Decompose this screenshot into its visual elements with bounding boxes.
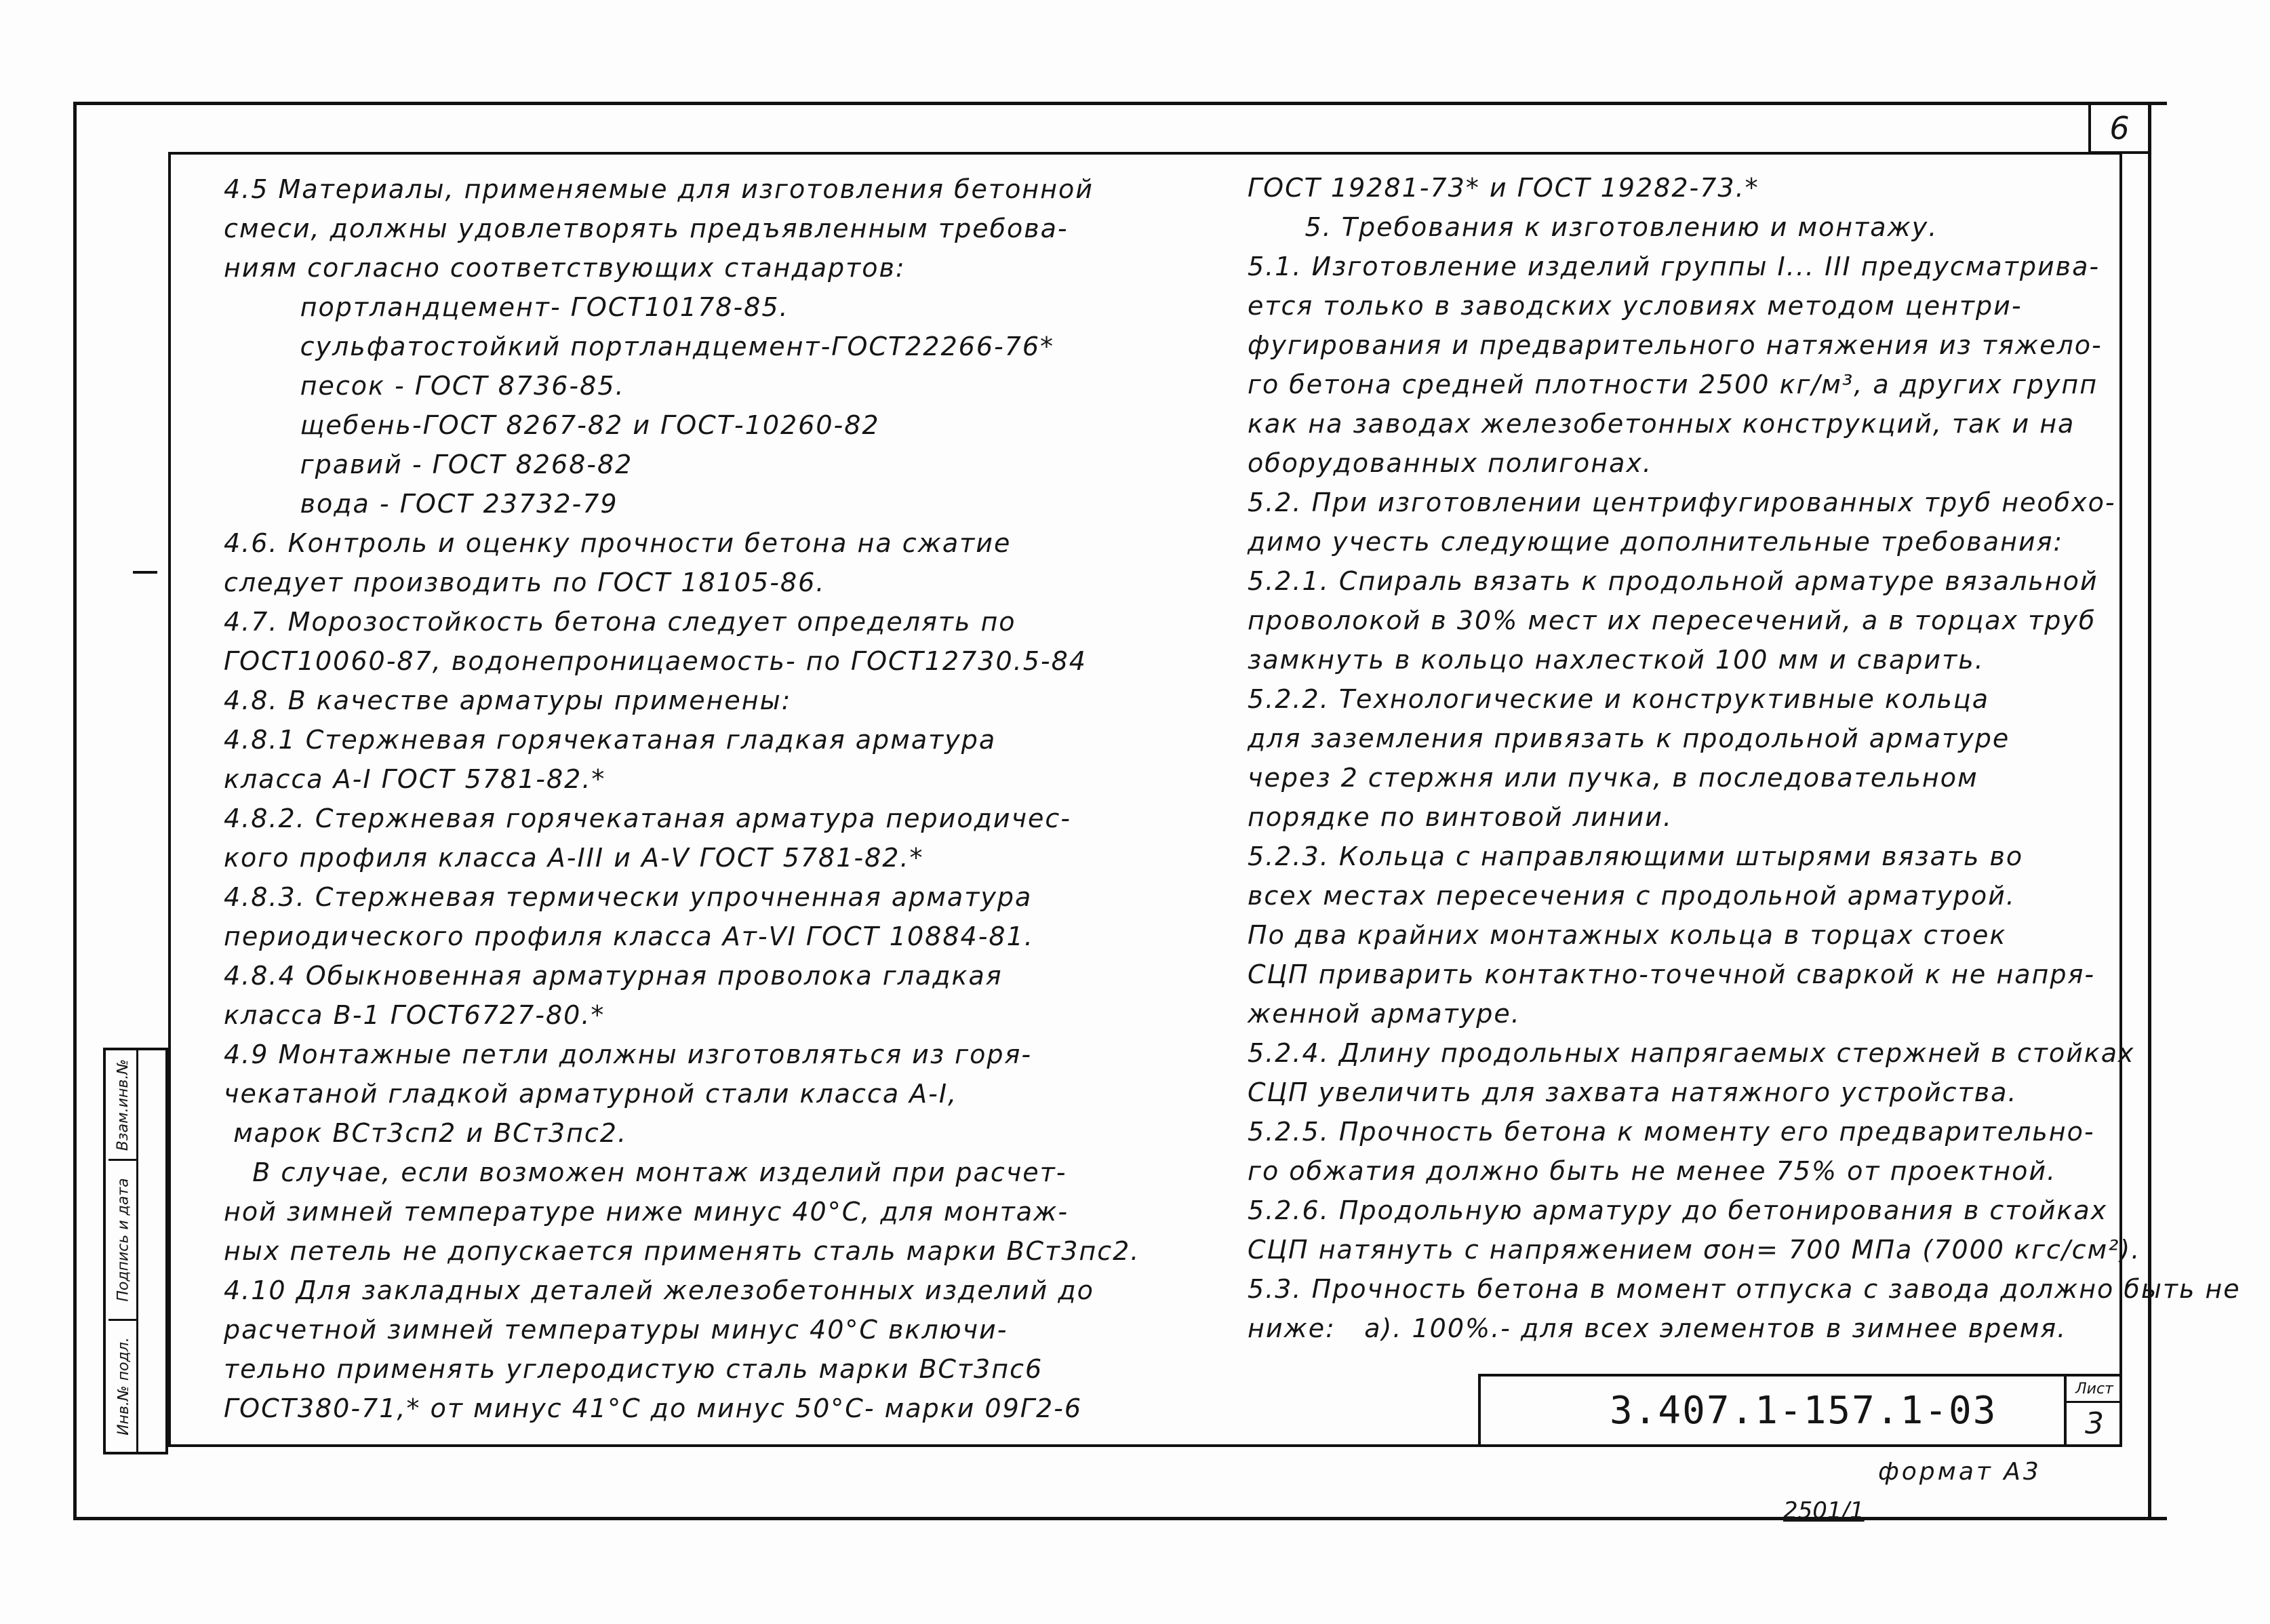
margin-tick-mark bbox=[133, 571, 157, 574]
right-text-line: женной арматуре. bbox=[1248, 999, 1521, 1029]
left-text-line: сульфатостойкий портландцемент-ГОСТ22266-76* bbox=[224, 332, 1055, 361]
left-text-line: гравий - ГОСТ 8268-82 bbox=[224, 450, 633, 479]
left-text-line: класса В-1 ГОСТ6727-80.* bbox=[224, 1000, 605, 1030]
right-text-line: ниже: а). 100%.- для всех элементов в зимнее время. bbox=[1248, 1313, 2067, 1343]
right-text-line: фугирования и предварительного натяжения из тяжело- bbox=[1248, 330, 2103, 360]
right-text-line: для заземления привязать к продольной арматуре bbox=[1248, 724, 2010, 753]
document-code: 3.407.1-157.1-03 bbox=[1610, 1389, 1997, 1433]
side-stamp-replace-inv: Взам.инв.№ bbox=[115, 1058, 132, 1151]
right-text-line: го бетона средней плотности 2500 кг/м³, а других групп bbox=[1248, 370, 2098, 399]
right-text-line: 5.1. Изготовление изделий группы I... III предусматрива- bbox=[1248, 252, 2100, 281]
right-text-column bbox=[1248, 168, 2241, 1348]
left-text-line: ной зимней температуре ниже минус 40°С, для монтаж- bbox=[224, 1197, 1069, 1227]
side-stamp-sign-date: Подпись и дата bbox=[108, 1159, 138, 1319]
left-text-line: расчетной зимней температуры минус 40°С включи- bbox=[224, 1315, 1008, 1345]
left-text-line: портландцемент- ГОСТ10178-85. bbox=[224, 292, 789, 322]
right-text-line: го обжатия должно быть не менее 75% от проектной. bbox=[1248, 1156, 2057, 1186]
right-text-line: ГОСТ 19281-73* и ГОСТ 19282-73.* bbox=[1248, 173, 1759, 203]
right-text-line: По два крайних монтажных кольца в торцах стоек bbox=[1248, 920, 2007, 950]
left-text-line: 4.8.4 Обыкновенная арматурная проволока гладкая bbox=[224, 961, 1003, 991]
format-label: формат А3 bbox=[1878, 1458, 2042, 1486]
top-border-line bbox=[76, 102, 2157, 105]
left-text-line: кого профиля класса А-III и А-V ГОСТ 5781-82.* bbox=[224, 843, 924, 873]
right-text-line: 5.2.6. Продольную арматуру до бетонирования в стойках bbox=[1248, 1195, 2108, 1225]
left-text-line: 4.5 Материалы, применяемые для изготовления бетонной bbox=[224, 174, 1094, 204]
side-stamp-inv-orig: Инв.№ подл. bbox=[108, 1319, 138, 1452]
title-block bbox=[1478, 1374, 2122, 1447]
sheet-label: Лист bbox=[2067, 1378, 2122, 1403]
left-text-line: В случае, если возможен монтаж изделий при расчет- bbox=[224, 1157, 1067, 1187]
side-stamp-table bbox=[103, 1048, 168, 1454]
left-text-line: 4.8.1 Стержневая горячекатаная гладкая арматура bbox=[224, 725, 997, 755]
left-text-line: класса А-I ГОСТ 5781-82.* bbox=[224, 764, 606, 794]
left-text-line: периодического профиля класса Ат-VI ГОСТ 10884-81. bbox=[224, 922, 1034, 951]
left-text-line: песок - ГОСТ 8736-85. bbox=[224, 371, 625, 401]
right-text-line: ется только в заводских условиях методом центри- bbox=[1248, 291, 2023, 321]
left-text-line: 4.10 Для закладных деталей железобетонных изделий до bbox=[224, 1275, 1094, 1305]
left-text-line: ных петель не допускается применять сталь марки ВСт3пс2. bbox=[224, 1236, 1140, 1266]
sheet-number-box bbox=[2088, 105, 2148, 154]
left-text-line: следует производить по ГОСТ 18105-86. bbox=[224, 568, 826, 597]
inventory-number: 2501/1 bbox=[1783, 1497, 1865, 1524]
right-text-line: СЦП натянуть с напряжением σон= 700 МПа (7000 кгс/см²). bbox=[1248, 1235, 2141, 1265]
right-text-line: всех местах пересечения с продольной арматурой. bbox=[1248, 881, 2016, 911]
left-text-line: 4.7. Морозостойкость бетона следует определять по bbox=[224, 607, 1016, 637]
right-text-line: 5.2.2. Технологические и конструктивные кольца bbox=[1248, 684, 1990, 714]
right-text-line: 5.3. Прочность бетона в момент отпуска с завода должно быть не bbox=[1248, 1274, 2241, 1304]
right-text-line: как на заводах железобетонных конструкций, так и на bbox=[1248, 409, 2075, 439]
right-text-line: проволокой в 30% мест их пересечений, а в торцах труб bbox=[1248, 606, 2096, 635]
left-text-line: ниям согласно соответствующих стандартов: bbox=[224, 253, 906, 283]
right-text-line: оборудованных полигонах. bbox=[1248, 448, 1652, 478]
left-text-line: щебень-ГОСТ 8267-82 и ГОСТ-10260-82 bbox=[224, 410, 880, 440]
left-text-line: 4.6. Контроль и оценку прочности бетона на сжатие bbox=[224, 528, 1012, 558]
left-text-line: чекатаной гладкой арматурной стали класса А-I, bbox=[224, 1079, 958, 1109]
right-text-line: 5.2.4. Длину продольных напрягаемых стержней в стойках bbox=[1248, 1038, 2135, 1068]
right-text-line: 5.2. При изготовлении центрифугированных труб необхо- bbox=[1248, 488, 2116, 517]
left-text-line: марок ВСт3сп2 и ВСт3пс2. bbox=[224, 1118, 628, 1148]
left-text-line: 4.9 Монтажные петли должны изготовляться из горя- bbox=[224, 1039, 1033, 1069]
left-text-line: тельно применять углеродистую сталь марки ВСт3пс6 bbox=[224, 1354, 1043, 1384]
left-text-line: ГОСТ380-71,* от минус 41°С до минус 50°С- марки 09Г2-6 bbox=[224, 1393, 1083, 1423]
left-text-line: 4.8.3. Стержневая термически упрочненная арматура bbox=[224, 882, 1033, 912]
left-text-column bbox=[224, 170, 1140, 1428]
right-text-line: 5.2.3. Кольца с направляющими штырями вязать во bbox=[1248, 841, 2024, 871]
sheet-value: 3 bbox=[2085, 1406, 2104, 1441]
left-text-line: смеси, должны удовлетворять предъявленным требова- bbox=[224, 214, 1069, 243]
left-text-line: ГОСТ10060-87, водонепроницаемость- по ГОСТ12730.5-84 bbox=[224, 646, 1087, 676]
right-text-line: СЦП увеличить для захвата натяжного устройства. bbox=[1248, 1077, 2018, 1107]
right-text-line: 5.2.5. Прочность бетона к моменту его предварительно- bbox=[1248, 1117, 2095, 1147]
left-text-line: 4.8.2. Стержневая горячекатаная арматура периодичес- bbox=[224, 804, 1072, 833]
right-text-line: 5. Требования к изготовлению и монтажу. bbox=[1248, 212, 1938, 242]
right-text-line: 5.2.1. Спираль вязать к продольной арматуре вязальной bbox=[1248, 566, 2098, 596]
right-text-line: порядке по винтовой линии. bbox=[1248, 802, 1673, 832]
left-text-line: 4.8. В качестве арматуры применены: bbox=[224, 686, 792, 715]
left-text-line: вода - ГОСТ 23732-79 bbox=[224, 489, 618, 519]
sheet-number: 6 bbox=[2109, 110, 2130, 146]
sheet-box bbox=[2064, 1377, 2122, 1447]
right-text-line: через 2 стержня или пучка, в последовательном bbox=[1248, 763, 1978, 793]
right-text-line: димо учесть следующие дополнительные требования: bbox=[1248, 527, 2064, 557]
right-text-line: СЦП приварить контактно-точечной сваркой к не напря- bbox=[1248, 959, 2096, 989]
right-text-line: замкнуть в кольцо нахлесткой 100 мм и сварить. bbox=[1248, 645, 1985, 675]
